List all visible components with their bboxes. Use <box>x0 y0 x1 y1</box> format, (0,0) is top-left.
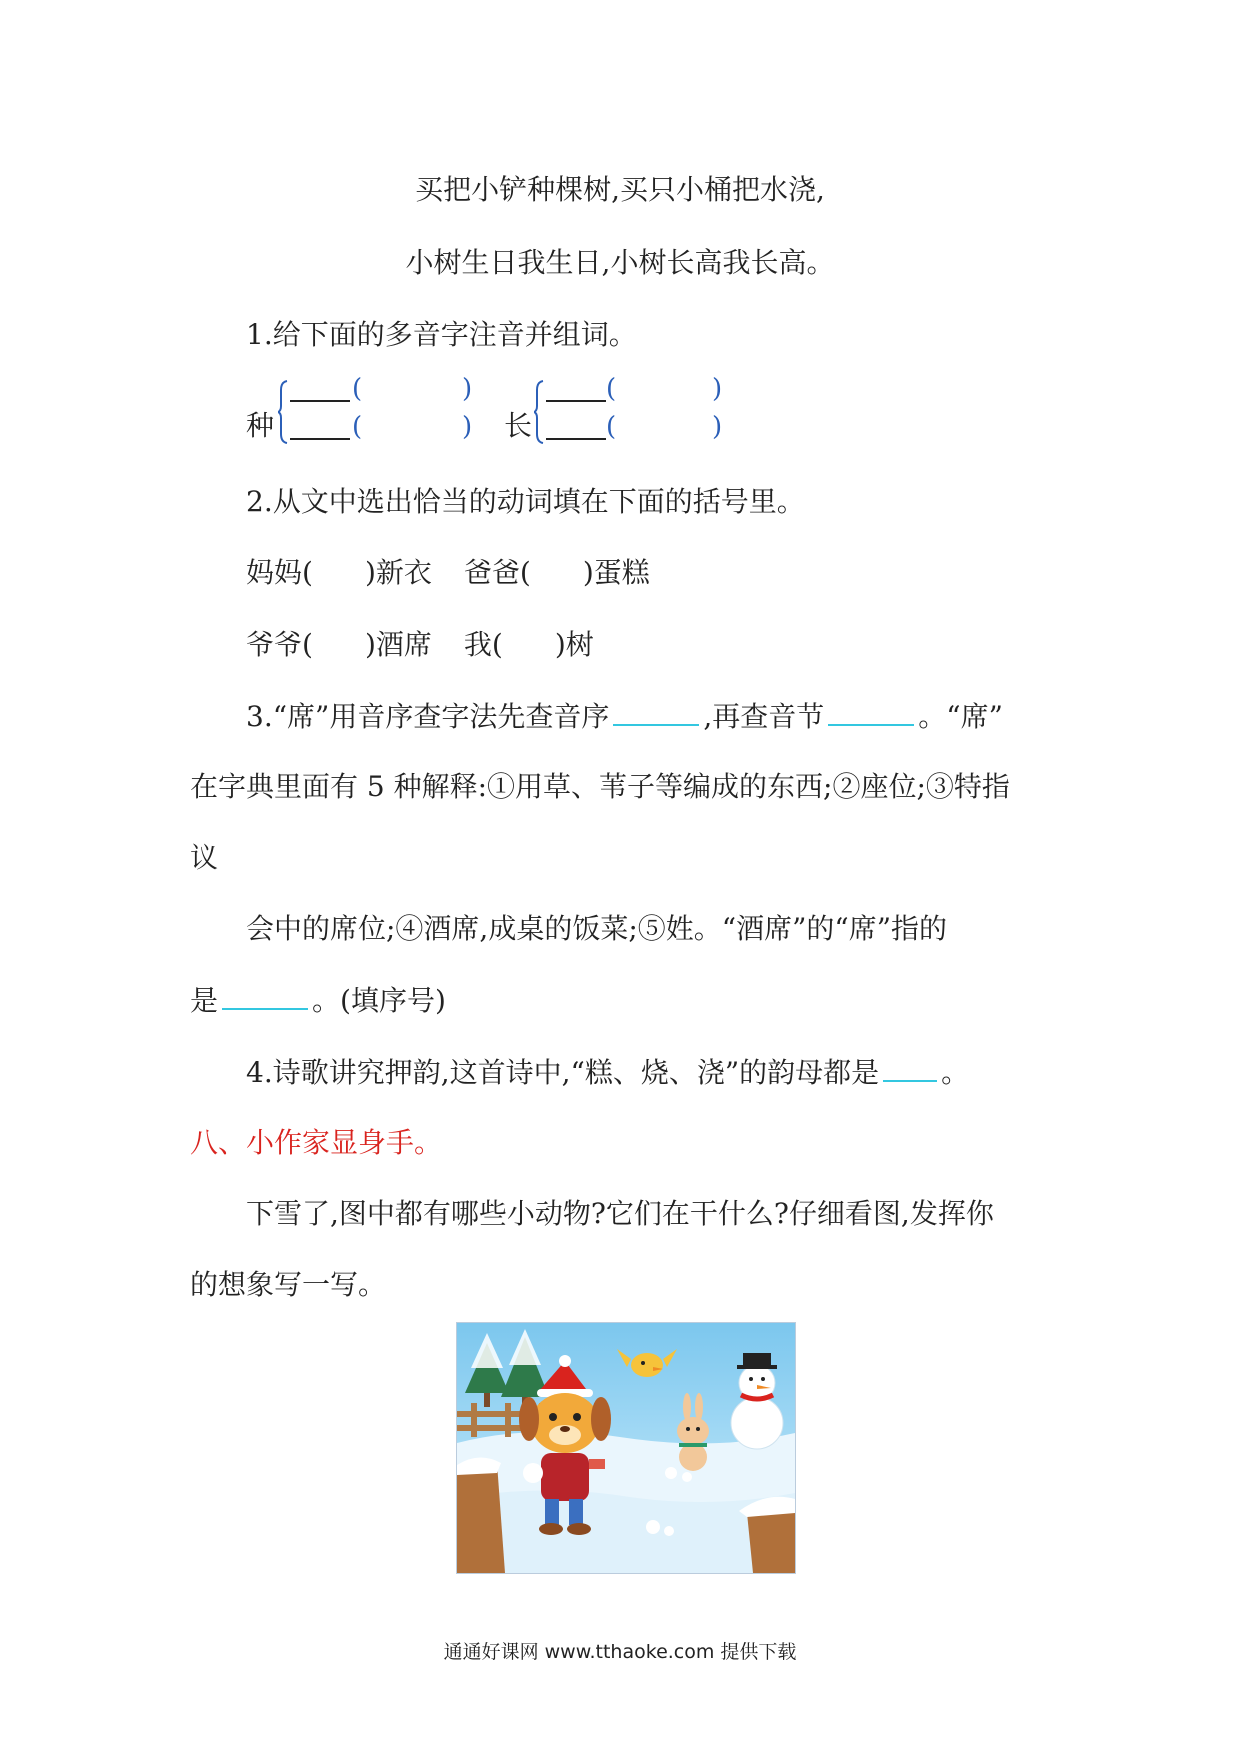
snow-scene-illustration <box>456 1322 796 1574</box>
q2-item-mama-post: )新衣 <box>364 556 432 589</box>
brace-icon <box>278 380 288 444</box>
footer-credit: 通通好课网 www.tthaoke.com 提供下载 <box>443 1641 797 1663</box>
q4-text: 。 <box>941 1056 970 1089</box>
section-8-prompt-2: 的想象写一写。 <box>190 1268 387 1301</box>
close-paren: ) <box>462 374 473 404</box>
close-paren: ) <box>462 412 473 442</box>
q2-item-baba-pre: 爸爸( <box>463 556 531 589</box>
close-paren: ) <box>712 412 723 442</box>
q2-item-yeye-post: )酒席 <box>364 628 432 661</box>
open-paren: ( <box>352 374 363 404</box>
q4-text: 4.诗歌讲究押韵,这首诗中,“糕、烧、浇”的韵母都是 <box>246 1056 880 1089</box>
q3-text: 。“席” <box>918 700 1003 733</box>
open-paren: ( <box>352 412 363 442</box>
open-paren: ( <box>606 374 617 404</box>
polyphone-char-zhang: 长 <box>504 409 533 442</box>
pinyin-blank-4[interactable] <box>546 438 606 440</box>
pinyin-blank-1[interactable] <box>290 400 350 402</box>
section-8-heading: 八、小作家显身手。 <box>190 1126 443 1159</box>
q3-blank-yinjie[interactable] <box>828 696 914 726</box>
q3-line-5 <box>190 980 446 1021</box>
q3-line-4: 会中的席位;④酒席,成桌的饭菜;⑤姓。“酒席”的“席”指的 <box>246 912 948 945</box>
brace-icon <box>534 380 544 444</box>
open-paren: ( <box>606 412 617 442</box>
poem-line-2: 小树生日我生日,小树长高我长高。 <box>405 246 835 279</box>
snow-scene-svg <box>457 1323 795 1573</box>
q2-row-2 <box>246 625 594 665</box>
q3-line-2: 在字典里面有 5 种解释:①用草、苇子等编成的东西;②座位;③特指 <box>190 770 1010 803</box>
polyphone-char-zhong: 种 <box>246 409 275 442</box>
q3-text: 。(填序号) <box>312 984 446 1017</box>
pinyin-blank-2[interactable] <box>290 438 350 440</box>
close-paren: ) <box>712 374 723 404</box>
q4-blank-yunmu[interactable] <box>883 1052 937 1082</box>
q3-text: 是 <box>190 984 219 1017</box>
q2-item-wo-post: )树 <box>554 628 594 661</box>
q2-item-yeye-pre: 爷爷( <box>246 628 313 661</box>
q2-title: 2.从文中选出恰当的动词填在下面的括号里。 <box>246 485 805 518</box>
poem-line-1: 买把小铲种棵树,买只小桶把水浇, <box>415 173 825 206</box>
q3-blank-xuhao[interactable] <box>222 980 308 1010</box>
q2-row-1 <box>246 553 650 593</box>
pinyin-blank-3[interactable] <box>546 400 606 402</box>
q3-blank-yinxu[interactable] <box>613 696 699 726</box>
q3-text: ,再查音节 <box>703 700 825 733</box>
q2-item-baba-post: )蛋糕 <box>582 556 650 589</box>
q3-text: 3.“席”用音序查字法先查音序 <box>246 700 610 733</box>
q4-line <box>246 1052 969 1093</box>
q2-item-wo-pre: 我( <box>463 628 503 661</box>
q2-item-mama-pre: 妈妈( <box>246 556 313 589</box>
q3-line-3: 议 <box>190 841 219 874</box>
q1-title: 1.给下面的多音字注音并组词。 <box>246 318 637 351</box>
section-8-prompt-1: 下雪了,图中都有哪些小动物?它们在干什么?仔细看图,发挥你 <box>246 1197 994 1230</box>
q3-line-1 <box>246 696 1003 737</box>
